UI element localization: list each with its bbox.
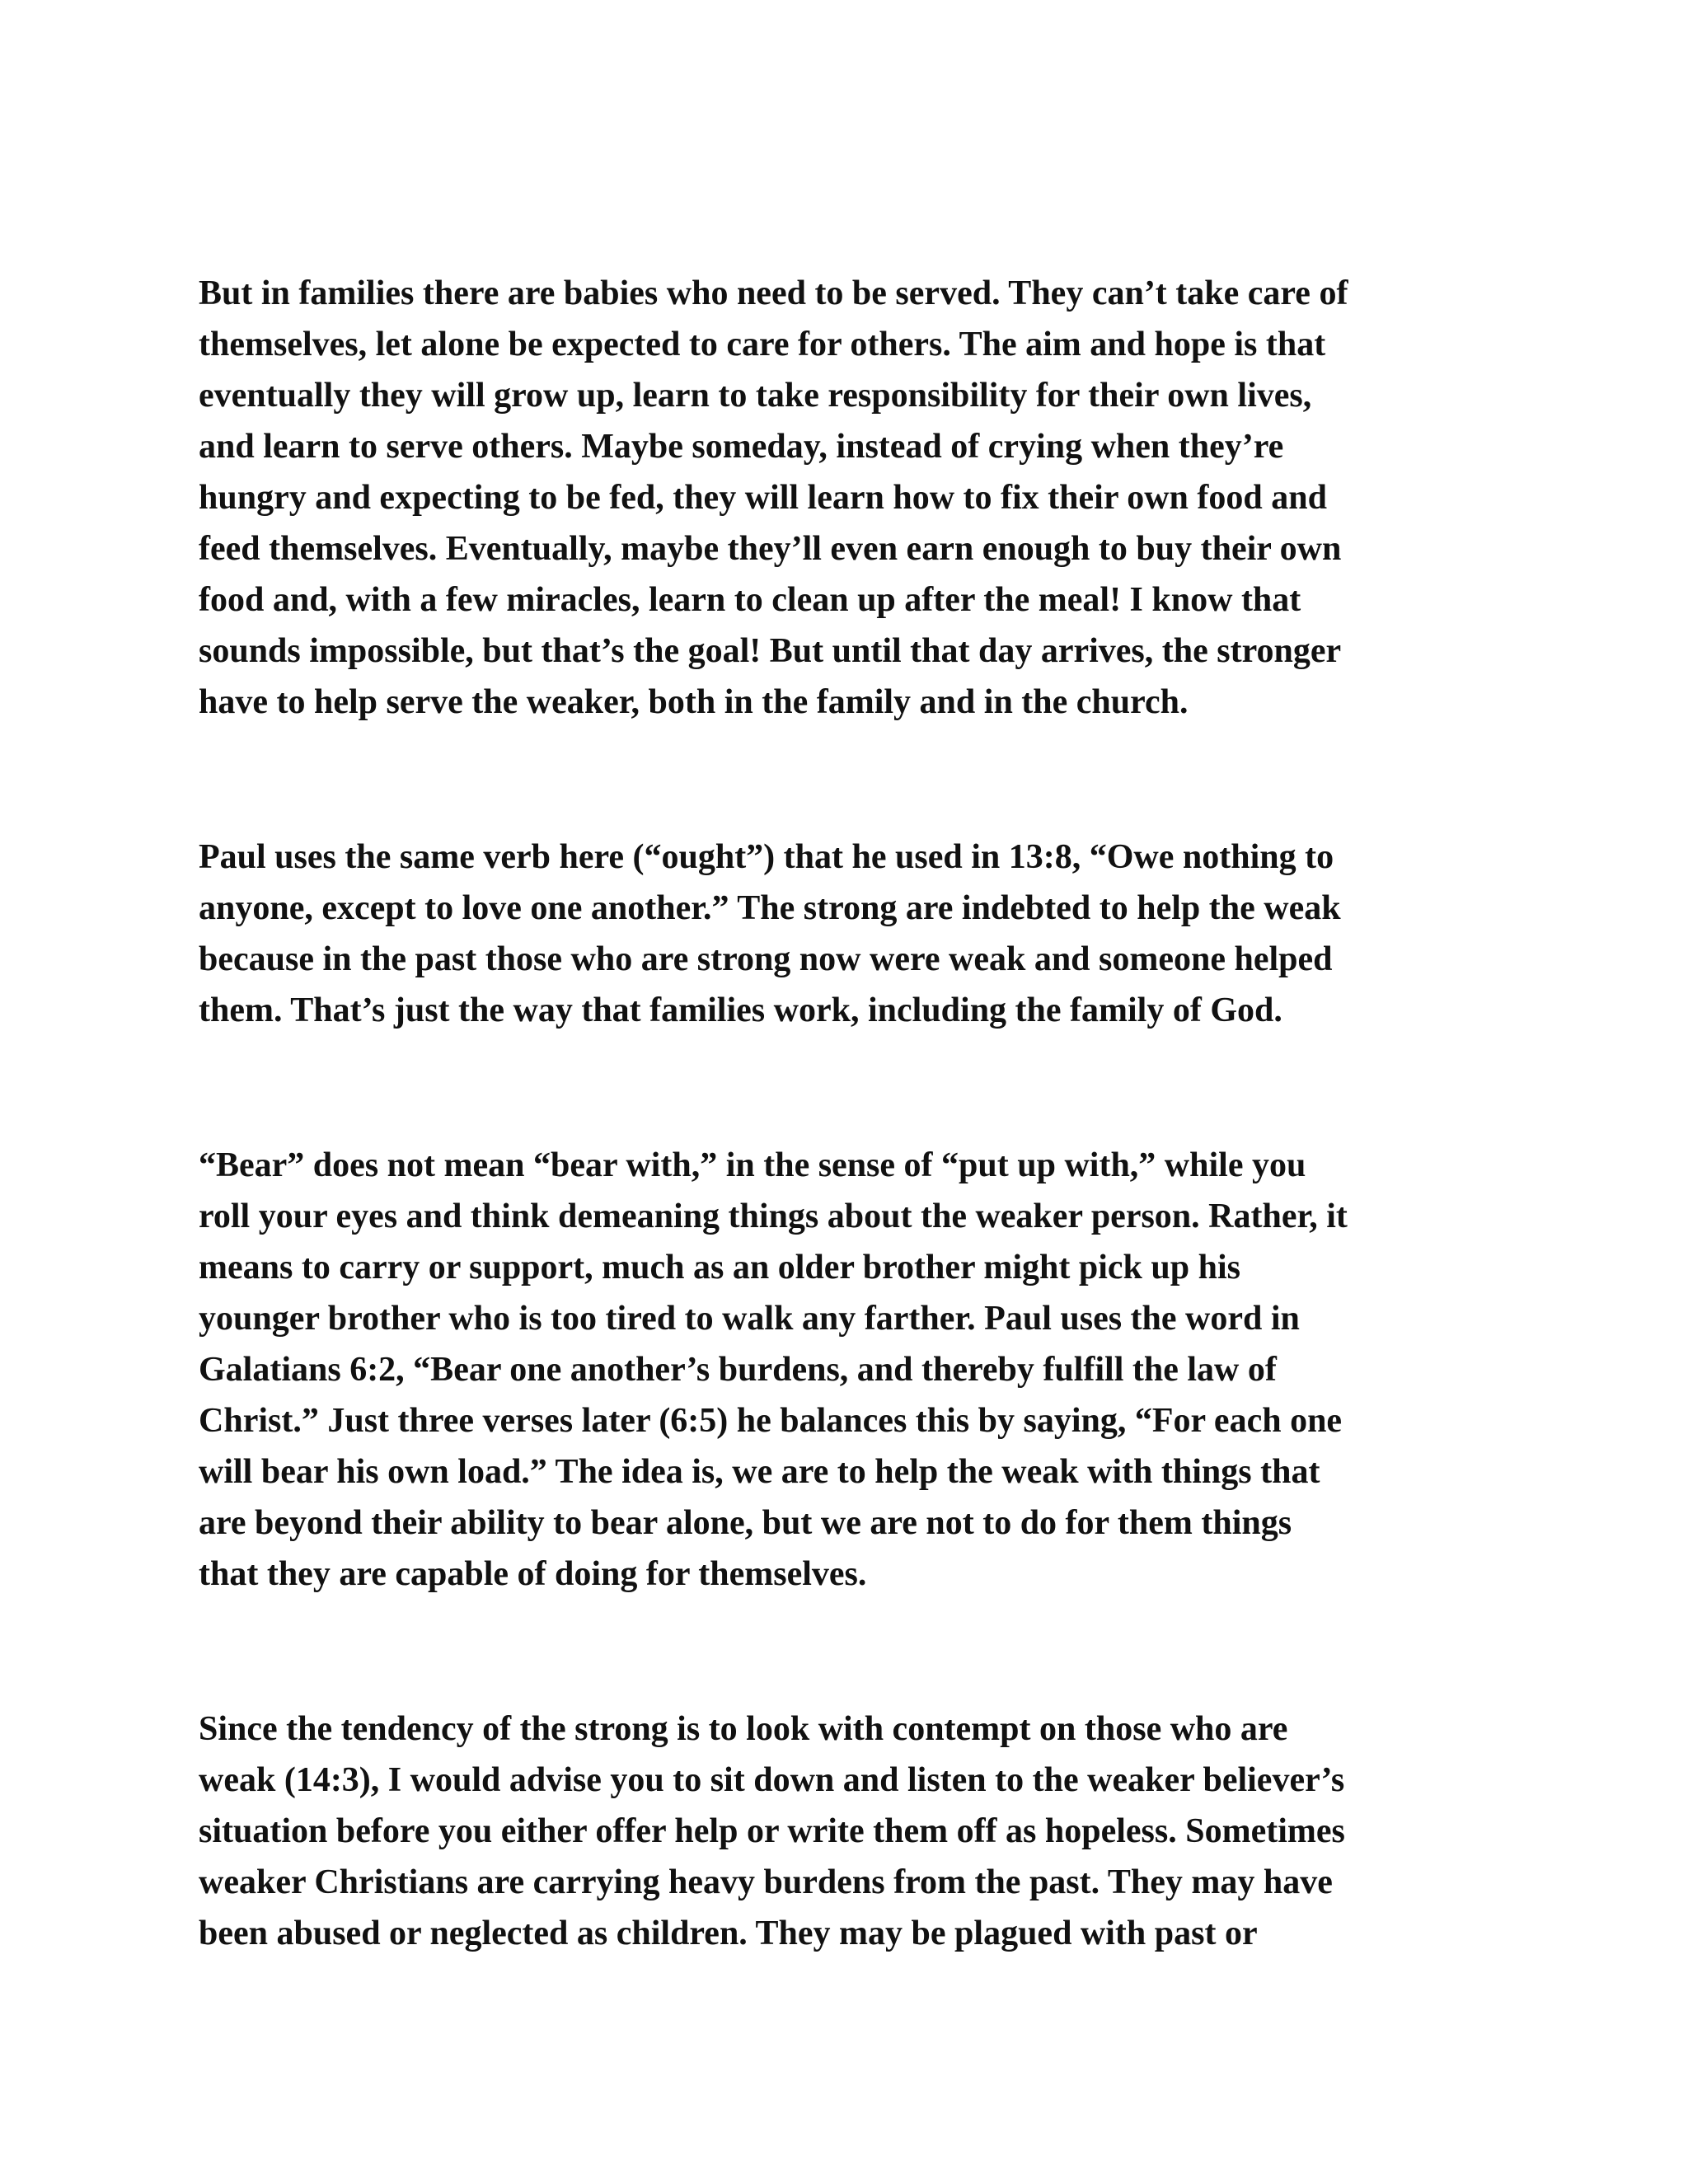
text-line: “Bear” does not mean “bear with,” in the sense of “put up with,” while you: [199, 1146, 1306, 1184]
text-line: roll your eyes and think demeaning things about the weaker person. Rather, it: [199, 1197, 1348, 1235]
paragraph-3: [199, 1140, 1484, 1600]
text-line: that they are capable of doing for themselves.: [199, 1555, 867, 1593]
text-line: food and, with a few miracles, learn to clean up after the meal! I know that: [199, 581, 1301, 619]
text-line: themselves, let alone be expected to care for others. The aim and hope is that: [199, 326, 1326, 363]
text-line: them. That’s just the way that families work, including the family of God.: [199, 991, 1282, 1029]
text-line: situation before you either offer help or write them off as hopeless. Sometimes: [199, 1812, 1345, 1850]
text-line: eventually they will grow up, learn to take responsibility for their own lives,: [199, 377, 1312, 415]
text-line: younger brother who is too tired to walk any farther. Paul uses the word in: [199, 1300, 1300, 1338]
text-line: have to help serve the weaker, both in the family and in the church.: [199, 683, 1189, 721]
paragraph-spacer: [199, 1036, 1484, 1140]
text-line: anyone, except to love one another.” The strong are indebted to help the weak: [199, 889, 1341, 927]
paragraph-2: [199, 832, 1484, 1036]
text-line: hungry and expecting to be fed, they will learn how to fix their own food and: [199, 479, 1327, 517]
text-line: weaker Christians are carrying heavy burdens from the past. They may have: [199, 1863, 1333, 1901]
paragraph-1: [199, 268, 1484, 728]
text-line: been abused or neglected as children. They may be plagued with past or: [199, 1915, 1258, 1952]
text-line: Since the tendency of the strong is to look with contempt on those who are: [199, 1710, 1288, 1748]
text-line: and learn to serve others. Maybe someday, instead of crying when they’re: [199, 428, 1284, 466]
text-line: because in the past those who are strong now were weak and someone helped: [199, 940, 1333, 978]
paragraph-4: [199, 1704, 1484, 1959]
text-line: feed themselves. Eventually, maybe they’ll even earn enough to buy their own: [199, 530, 1342, 568]
paragraph-spacer: [199, 1600, 1484, 1704]
text-line: means to carry or support, much as an older brother might pick up his: [199, 1249, 1240, 1286]
text-line: will bear his own load.” The idea is, we are to help the weak with things that: [199, 1453, 1320, 1491]
text-line: sounds impossible, but that’s the goal! But until that day arrives, the stronger: [199, 632, 1342, 670]
body-text: [199, 268, 1484, 1959]
text-line: weak (14:3), I would advise you to sit down and listen to the weaker believer’s: [199, 1761, 1345, 1799]
text-line: But in families there are babies who need to be served. They can’t take care of: [199, 274, 1348, 312]
text-line: Christ.” Just three verses later (6:5) he balances this by saying, “For each one: [199, 1402, 1343, 1440]
text-line: Galatians 6:2, “Bear one another’s burdens, and thereby fulfill the law of: [199, 1351, 1277, 1389]
text-line: Paul uses the same verb here (“ought”) that he used in 13:8, “Owe nothing to: [199, 838, 1334, 876]
paragraph-spacer: [199, 728, 1484, 832]
text-line: are beyond their ability to bear alone, but we are not to do for them things: [199, 1504, 1292, 1542]
